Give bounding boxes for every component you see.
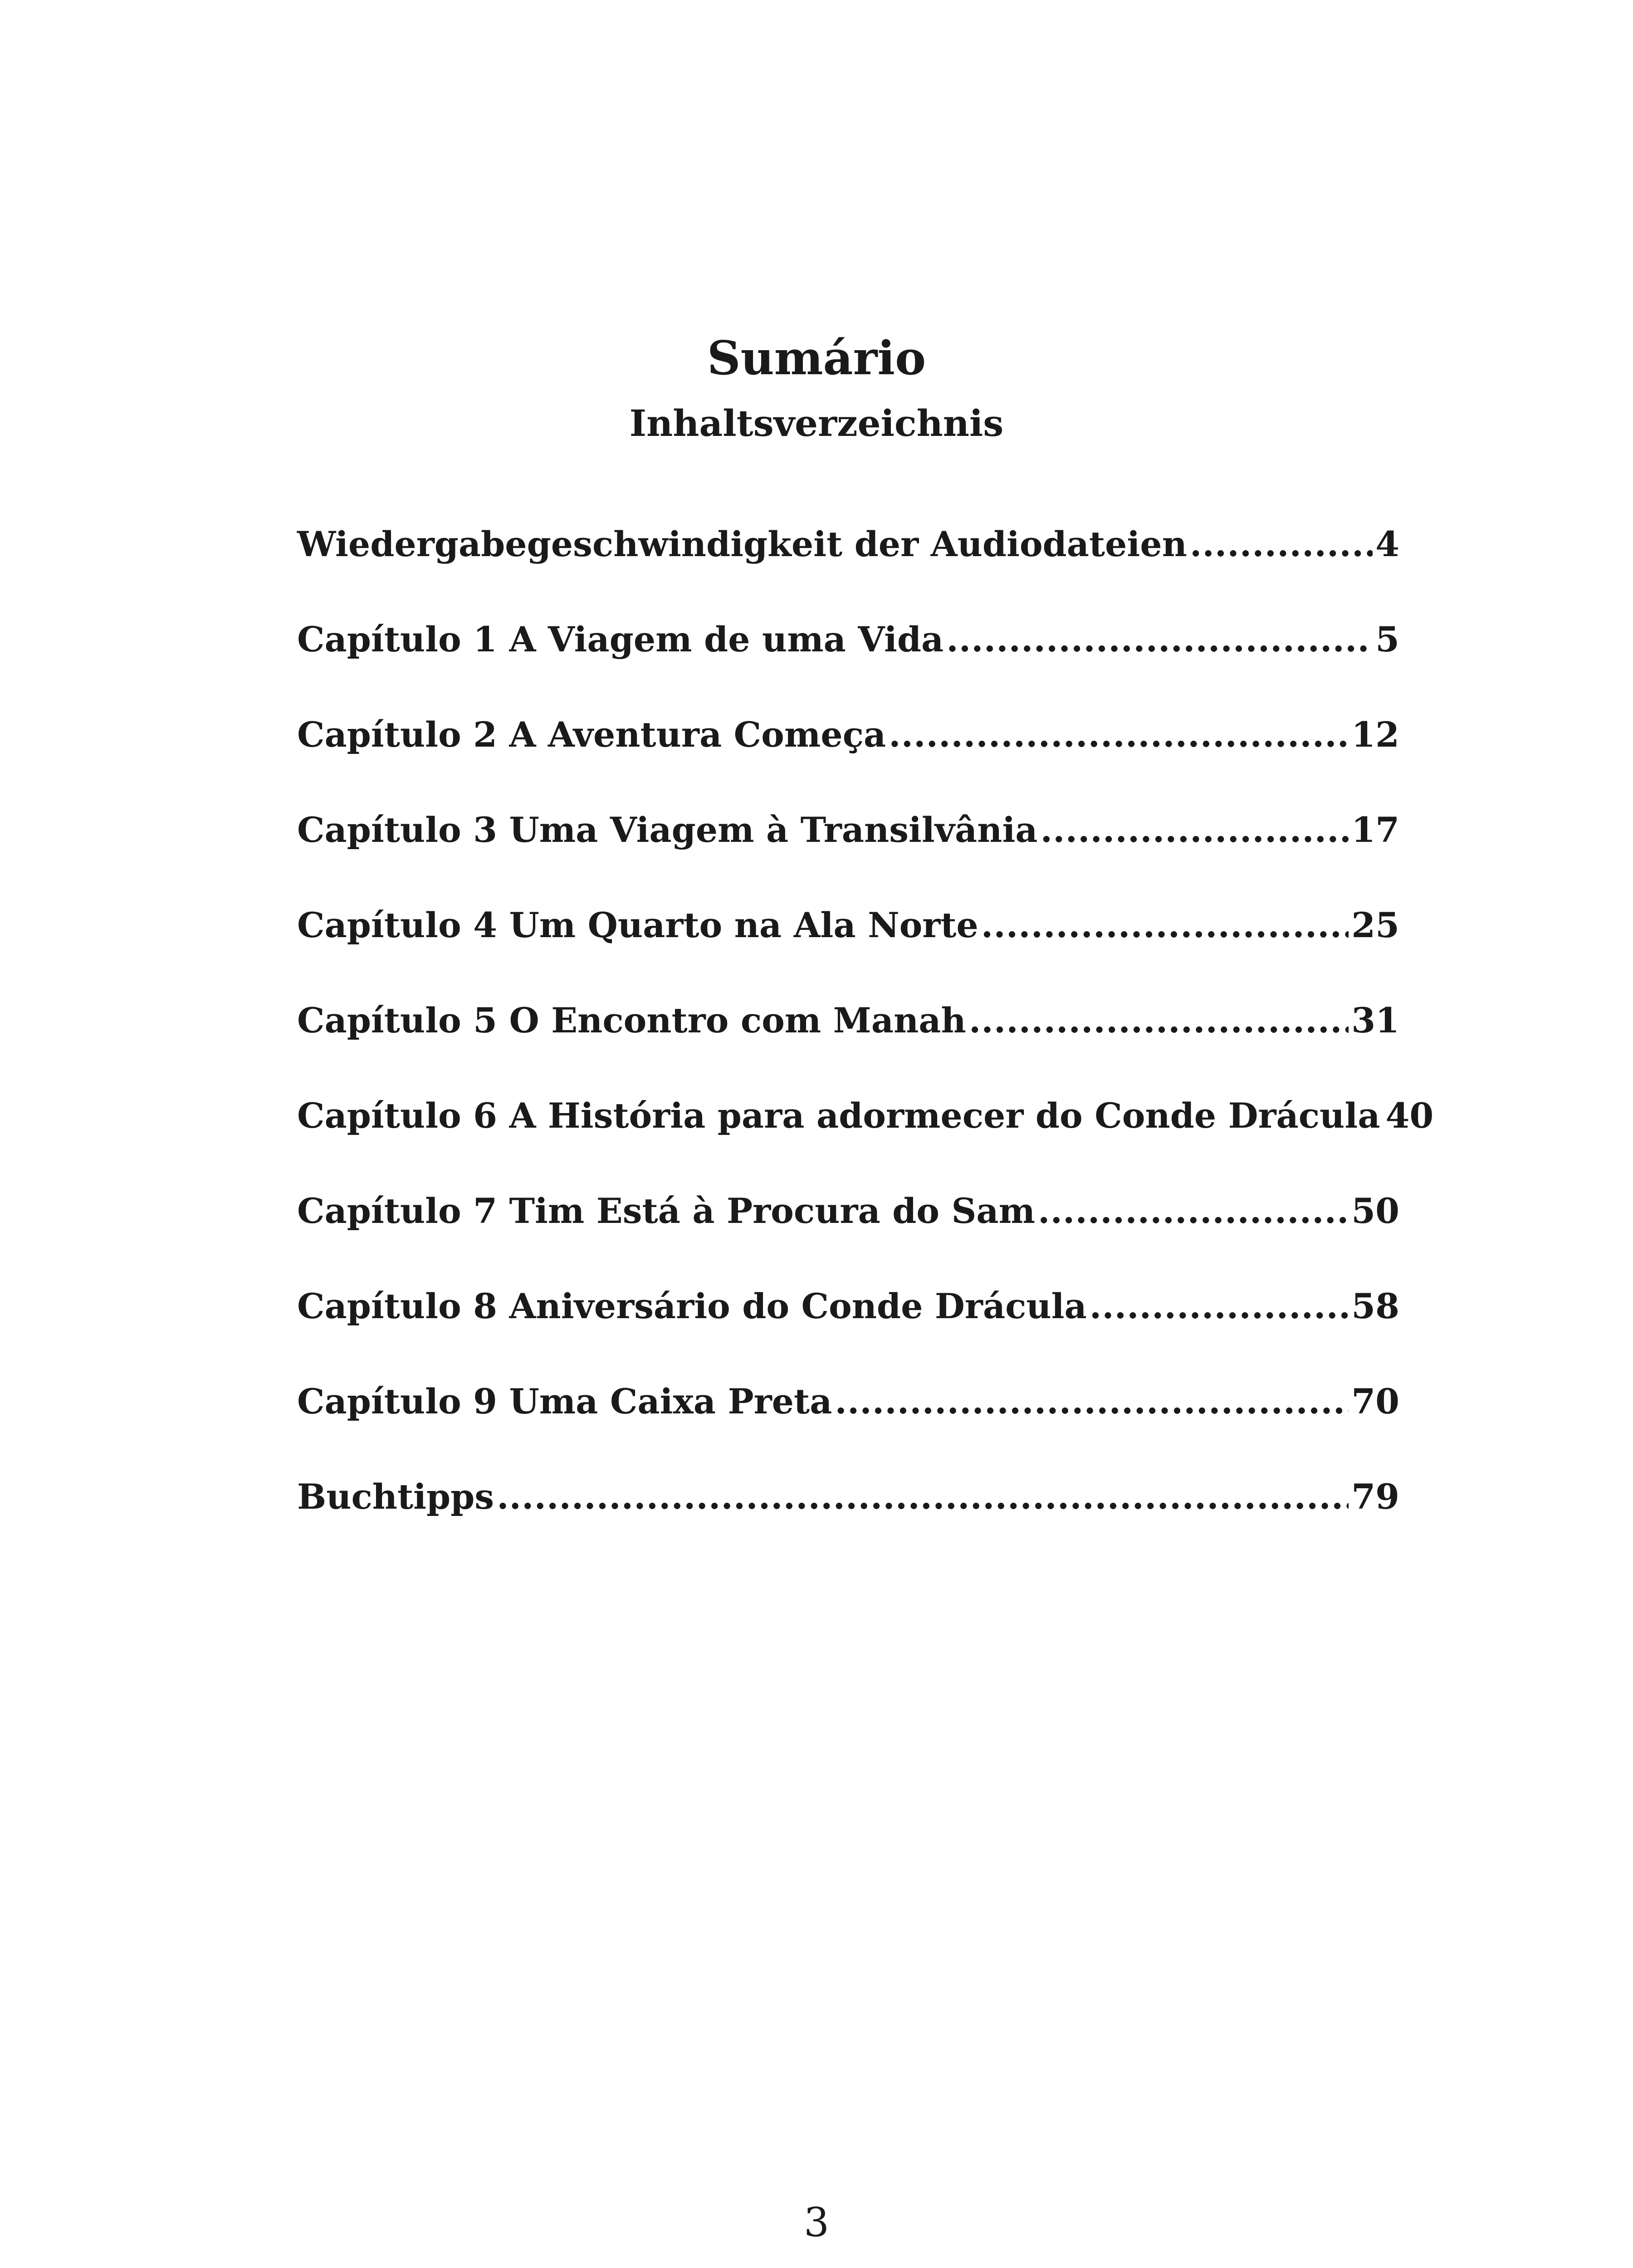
toc-entry-label: Capítulo 6 A História para adormecer do Conde Drácula — [297, 1095, 1380, 1136]
toc-entry-audio-speed[interactable] — [297, 519, 1399, 615]
toc-entry-chapter-3[interactable] — [297, 805, 1399, 900]
toc-entry-page: 70 — [1351, 1381, 1399, 1422]
toc-entry-label: Capítulo 7 Tim Está à Procura do Sam — [297, 1191, 1035, 1231]
toc-title: Sumário — [707, 331, 926, 386]
dot-leader — [1041, 805, 1349, 855]
toc-entry-label: Capítulo 9 Uma Caixa Preta — [297, 1381, 832, 1422]
toc-entry-chapter-5[interactable] — [297, 996, 1399, 1091]
toc-entry-chapter-2[interactable] — [297, 710, 1399, 805]
toc-entry-page: 5 — [1375, 619, 1399, 660]
toc-entry-label: Capítulo 5 O Encontro com Manah — [297, 1000, 966, 1041]
dot-leader — [946, 615, 1373, 665]
page-number: 3 — [804, 2199, 829, 2246]
toc-entry-page: 25 — [1351, 905, 1399, 945]
toc-entry-label: Capítulo 4 Um Quarto na Ala Norte — [297, 905, 978, 945]
toc-entry-label: Wiedergabegeschwindigkeit der Audiodateien — [297, 524, 1187, 564]
toc-entry-chapter-8[interactable] — [297, 1281, 1399, 1377]
dot-leader — [1038, 1186, 1349, 1236]
toc-subtitle: Inhaltsverzeichnis — [629, 402, 1004, 445]
dot-leader — [1190, 519, 1373, 569]
toc-entry-chapter-4[interactable] — [297, 900, 1399, 996]
toc-entry-label: Capítulo 8 Aniversário do Conde Drácula — [297, 1286, 1087, 1326]
toc-entry-page: 12 — [1351, 714, 1399, 755]
toc-entry-label: Capítulo 3 Uma Viagem à Transilvânia — [297, 810, 1038, 850]
dot-leader — [1090, 1281, 1349, 1331]
bat-icon — [767, 2266, 939, 2268]
toc-entry-label: Buchtipps — [297, 1476, 494, 1517]
toc-entry-chapter-9[interactable] — [297, 1377, 1399, 1472]
toc-entry-chapter-7[interactable] — [297, 1186, 1399, 1281]
dot-leader — [969, 996, 1349, 1046]
dot-leader — [835, 1377, 1349, 1427]
toc-entry-page: 58 — [1351, 1286, 1399, 1326]
toc-entry-chapter-1[interactable] — [297, 615, 1399, 710]
dot-leader — [497, 1472, 1349, 1522]
toc-entry-label: Capítulo 1 A Viagem de uma Vida — [297, 619, 944, 660]
dot-leader — [889, 710, 1349, 760]
dot-leader — [981, 900, 1349, 950]
toc-entry-page: 31 — [1351, 1000, 1399, 1041]
toc-entry-book-tips[interactable] — [297, 1472, 1399, 1567]
toc-entry-page: 50 — [1351, 1191, 1399, 1231]
toc-entry-page: 17 — [1351, 810, 1399, 850]
toc-entry-page: 4 — [1375, 524, 1399, 564]
table-of-contents — [297, 519, 1434, 1567]
toc-entry-page: 79 — [1351, 1476, 1399, 1517]
toc-entry-chapter-6[interactable] — [297, 1091, 1434, 1186]
toc-entry-label: Capítulo 2 A Aventura Começa — [297, 714, 886, 755]
toc-entry-page: 40 — [1385, 1095, 1434, 1136]
